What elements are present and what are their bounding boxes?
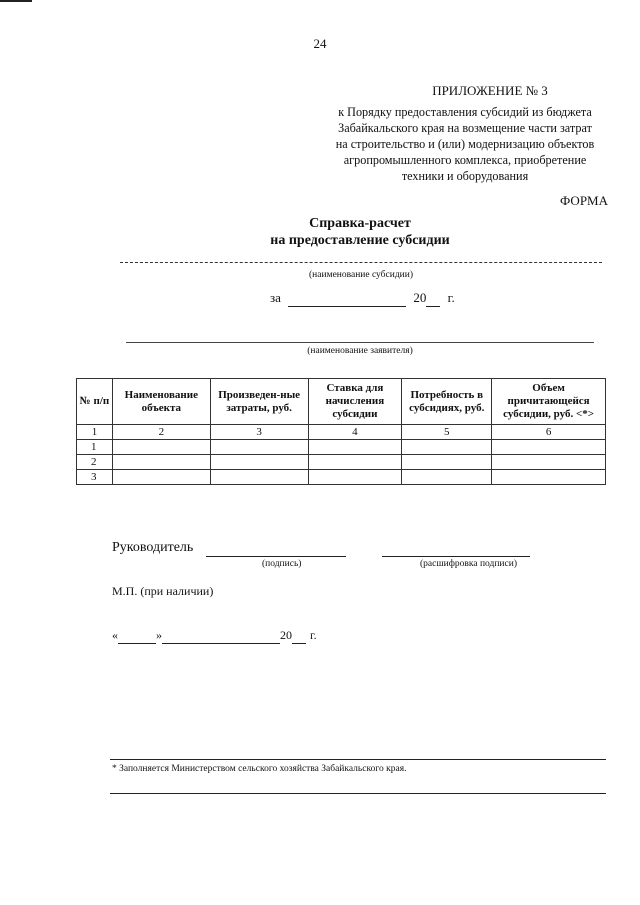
column-number: 2 xyxy=(112,425,210,440)
row-number: 2 xyxy=(77,455,113,470)
column-number-row xyxy=(77,425,606,440)
applicant-caption: (наименование заявителя) xyxy=(307,346,413,356)
title-line-2: на предоставление субсидии xyxy=(270,233,450,248)
row-number: 3 xyxy=(77,470,113,485)
column-number: 3 xyxy=(210,425,308,440)
title-line-1: Справка-расчет xyxy=(309,216,411,231)
year-blank[interactable] xyxy=(426,290,440,307)
table-cell[interactable] xyxy=(210,470,308,485)
footnote: * Заполняется Министерством сельского хозяйства Забайкальского края. xyxy=(112,764,407,774)
column-number: 6 xyxy=(492,425,606,440)
document-title xyxy=(0,215,640,249)
table-cell[interactable] xyxy=(308,470,402,485)
calculation-table xyxy=(76,378,606,485)
signature-row xyxy=(112,540,193,556)
appendix-line: техники и оборудования xyxy=(401,169,529,183)
row-number: 1 xyxy=(77,440,113,455)
appendix-line: на строительство и (или) модернизацию объектов xyxy=(335,137,595,151)
form-label: ФОРМА xyxy=(560,193,608,208)
stamp-note: М.П. (при наличии) xyxy=(112,584,214,598)
period-prefix: за xyxy=(270,290,281,305)
table-row xyxy=(77,470,606,485)
table-cell[interactable] xyxy=(492,455,606,470)
appendix-line: к Порядку предоставления субсидий из бюджета xyxy=(338,105,592,119)
period-suffix: г. xyxy=(447,290,455,305)
table-row xyxy=(77,440,606,455)
footnote-rule-top xyxy=(110,759,606,760)
table-cell[interactable] xyxy=(210,455,308,470)
signature-caption: (подпись) xyxy=(262,559,302,569)
column-number: 1 xyxy=(77,425,113,440)
table-row xyxy=(77,455,606,470)
subsidy-caption: (наименование субсидии) xyxy=(309,270,413,280)
day-blank[interactable] xyxy=(118,628,156,644)
table-cell[interactable] xyxy=(402,440,492,455)
month-blank[interactable] xyxy=(162,628,280,644)
appendix-description xyxy=(320,104,610,184)
date-row xyxy=(112,628,317,644)
table-header-row xyxy=(77,379,606,425)
subsidy-name-line[interactable] xyxy=(120,262,602,263)
table-cell[interactable] xyxy=(492,440,606,455)
period-year-prefix: 20 xyxy=(413,290,427,305)
corner-mark xyxy=(0,0,32,2)
signature-decoding-line[interactable] xyxy=(382,556,530,557)
table-cell[interactable] xyxy=(112,470,210,485)
header-rate: Ставка для начисления субсидии xyxy=(308,379,402,425)
column-number: 5 xyxy=(402,425,492,440)
page-number: 24 xyxy=(313,36,327,51)
footnote-rule-bottom xyxy=(110,793,606,794)
header-object-name: Наименование объекта xyxy=(112,379,210,425)
table-cell[interactable] xyxy=(308,440,402,455)
header-number: № п/п xyxy=(77,379,113,425)
appendix-line: Забайкальского края на возмещение части затрат xyxy=(338,121,592,135)
table-cell[interactable] xyxy=(112,440,210,455)
date-open-quote: « xyxy=(112,628,118,642)
header-costs: Произведен-ные затраты, руб. xyxy=(210,379,308,425)
date-close-quote: » xyxy=(156,628,162,642)
decoding-caption: (расшифровка подписи) xyxy=(420,559,517,569)
header-need: Потребность в субсидиях, руб. xyxy=(402,379,492,425)
table-cell[interactable] xyxy=(112,455,210,470)
table-cell[interactable] xyxy=(308,455,402,470)
date-suffix: г. xyxy=(310,628,317,642)
table-cell[interactable] xyxy=(402,470,492,485)
column-number: 4 xyxy=(308,425,402,440)
signature-label: Руководитель xyxy=(112,540,194,555)
date-year-prefix: 20 xyxy=(280,628,292,642)
appendix-line: агропромышленного комплекса, приобретение xyxy=(343,153,587,167)
period-row xyxy=(270,290,455,307)
period-blank[interactable] xyxy=(288,290,406,307)
table-cell[interactable] xyxy=(492,470,606,485)
applicant-name-line[interactable] xyxy=(126,342,594,343)
header-subsidy-amount: Объем причитающейся субсидии, руб. <*> xyxy=(492,379,606,425)
date-year-blank[interactable] xyxy=(292,628,306,644)
appendix-title: ПРИЛОЖЕНИЕ № 3 xyxy=(432,83,548,98)
signature-line[interactable] xyxy=(206,556,346,557)
table-cell[interactable] xyxy=(210,440,308,455)
table-cell[interactable] xyxy=(402,455,492,470)
